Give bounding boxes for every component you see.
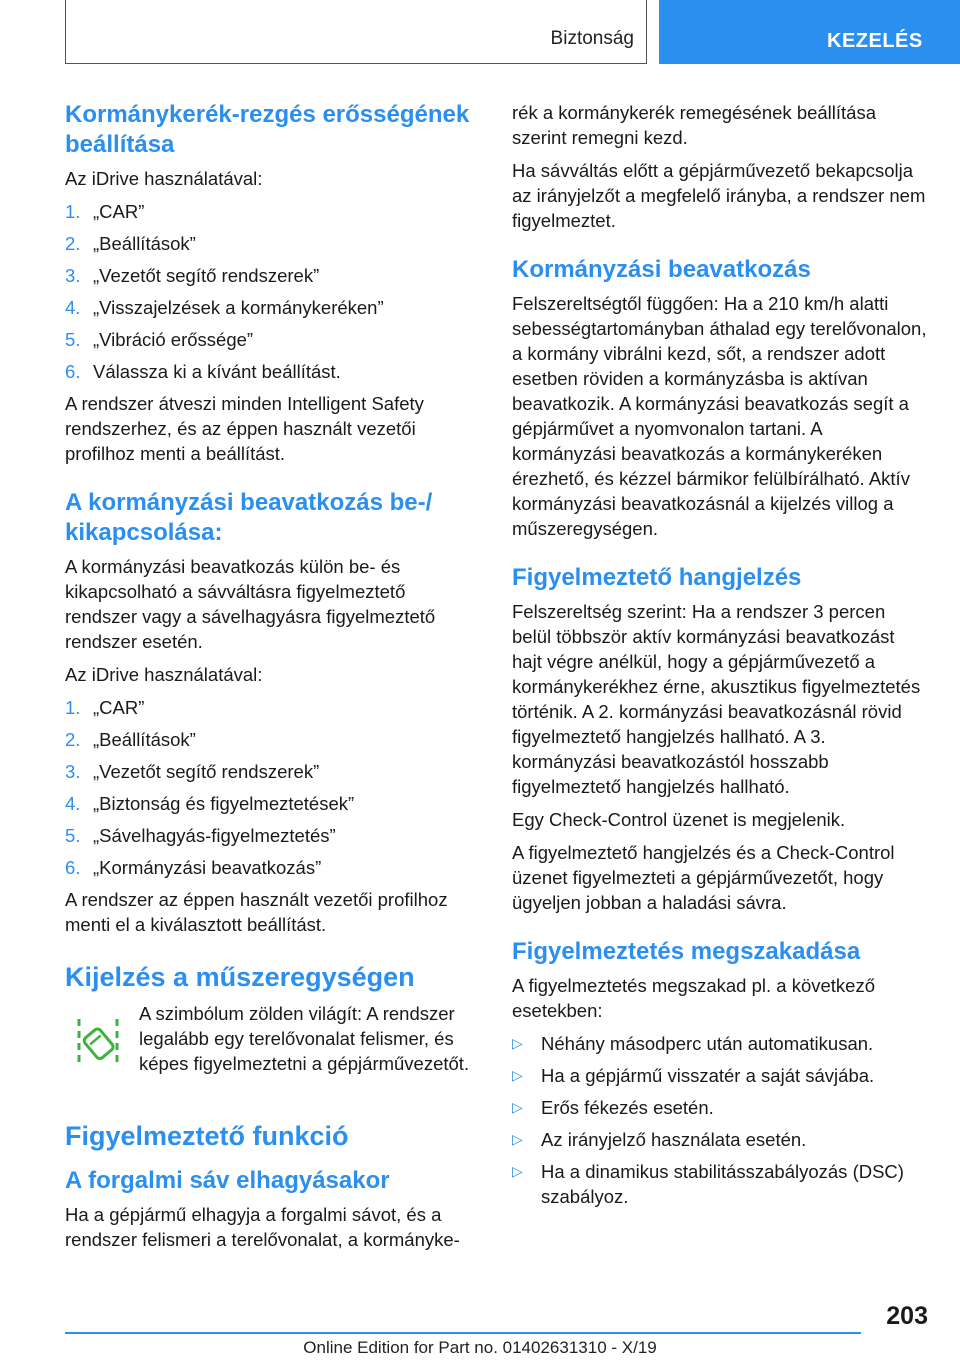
paragraph-check-control: Egy Check-Control üzenet is megjelenik.	[512, 809, 846, 830]
triangle-bullet-icon: ▷	[512, 1163, 523, 1179]
step-number: 2.	[65, 729, 81, 750]
bullet-text: Néhány másodperc után automatikusan.	[541, 1033, 874, 1054]
step-number: 3.	[65, 265, 81, 286]
paragraph-steering-intervention: Felszereltségtől függően: Ha a 210 km/h alatti sebességtartományban áthalad egy terelővonalon, a kormány vibrálni kezd, sőt, a rendszer adott esetben röviden a kormányzásba is aktívan beavatkozik. A kormányzási beavatkozás segít a gépjárművet a nyomvonalon tartani. A kormányzási beavatkozás a kormánykeréken érezhető, és kézzel bármikor felülbírálható. Aktív kormányzási beavatkozásnál a kijelzés villog a műszeregységen.	[512, 293, 927, 539]
heading-warning-function: Figyelmeztető funkció	[65, 1121, 349, 1151]
paragraph-warning-interrupt: A figyelmeztetés megszakad pl. a következő esetekben:	[512, 975, 875, 1021]
list-item	[65, 823, 477, 848]
step-number: 4.	[65, 793, 81, 814]
triangle-bullet-icon: ▷	[512, 1067, 523, 1083]
paragraph-symbol: A szimbólum zölden világít: A rendszer legalább egy terelővonalat felismer, és képes figyelmeztetni a gépjárművezetőt.	[139, 1003, 470, 1074]
triangle-bullet-icon: ▷	[512, 1099, 523, 1115]
step-text: „Vezetőt segítő rendszerek”	[93, 265, 320, 286]
triangle-bullet-icon: ▷	[512, 1131, 523, 1147]
list-item	[65, 359, 477, 384]
paragraph-takeover: A rendszer átveszi minden Intelligent Safety rendszerhez, és az éppen használt vezetői profilhoz menti a beállítást.	[65, 393, 424, 464]
paragraph-warning-sound: Felszereltség szerint: Ha a rendszer 3 percen belül többször aktív kormányzási beavatkozást hajt végre anélkül, hogy a gépjárművezető a kormánykerékhez érne, akusztikus figyelmeztetés történik. A 2. kormányzási beavatkozásnál rövid figyelmeztető hangjelzés hallható. A 3. kormányzási beavatkozástól hosszabb figyelmeztető hangjelzés hallható.	[512, 601, 921, 797]
list-item	[65, 727, 477, 752]
paragraph-idrive-intro-2: Az iDrive használatával:	[65, 664, 263, 685]
list-item	[65, 263, 477, 288]
list-item	[65, 295, 477, 320]
step-text: „Beállítások”	[93, 729, 196, 750]
heading-onoff: A kormányzási beavatkozás be-/ kikapcsolása:	[65, 489, 433, 546]
step-number: 4.	[65, 297, 81, 318]
list-item	[65, 327, 477, 352]
step-number: 1.	[65, 201, 81, 222]
step-text: „Visszajelzések a kormánykeréken”	[93, 297, 384, 318]
list-item	[512, 1031, 928, 1056]
paragraph-check-control-2: A figyelmeztető hangjelzés és a Check-Control üzenet figyelmezteti a gépjárművezetőt, hogy ügyeljen jobban a haladási sávra.	[512, 842, 895, 913]
list-item	[65, 231, 477, 256]
step-text: „Beállítások”	[93, 233, 196, 254]
step-number: 6.	[65, 857, 81, 878]
step-number: 6.	[65, 361, 81, 382]
header-section-title: Biztonság	[550, 28, 634, 49]
list-item	[65, 695, 477, 720]
bullet-text: Ha a dinamikus stabilitásszabályozás (DSC) szabályoz.	[541, 1161, 904, 1207]
bullet-text: Ha a gépjármű visszatér a saját sávjába.	[541, 1065, 875, 1086]
list-item	[512, 1095, 928, 1120]
paragraph-idrive-intro-1: Az iDrive használatával:	[65, 168, 263, 189]
step-text: Válassza ki a kívánt beállítást.	[93, 361, 341, 382]
paragraph-saves: A rendszer az éppen használt vezetői profilhoz menti el a kiválasztott beállítást.	[65, 889, 448, 935]
list-item	[512, 1159, 928, 1209]
bullet-text: Erős fékezés esetén.	[541, 1097, 714, 1118]
step-number: 5.	[65, 329, 81, 350]
step-text: „Vezetőt segítő rendszerek”	[93, 761, 320, 782]
paragraph-continued: rék a kormánykerék remegésének beállítása szerint remegni kezd.	[512, 102, 877, 148]
list-item	[512, 1063, 928, 1088]
right-column	[512, 100, 928, 1216]
paragraph-turn-signal: Ha sávváltás előtt a gépjárművezető bekapcsolja az irányjelzőt a megfelelő irányba, a rendszer nem figyelmeztet.	[512, 160, 926, 231]
heading-display: Kijelzés a műszeregységen	[65, 962, 415, 992]
footer-divider	[65, 1332, 861, 1334]
step-number: 5.	[65, 825, 81, 846]
heading-warning-interrupt: Figyelmeztetés megszakadása	[512, 938, 861, 965]
step-text: „Kormányzási beavatkozás”	[93, 857, 322, 878]
steps-list-vibration	[65, 199, 477, 384]
list-item	[512, 1127, 928, 1152]
symbol-explanation	[65, 1001, 477, 1084]
list-item	[65, 791, 477, 816]
lane-departure-icon	[73, 1011, 123, 1071]
step-text: „Vibráció erőssége”	[93, 329, 254, 350]
heading-vibration-strength: Kormánykerék-rezgés erősségének beállítása	[65, 101, 470, 158]
step-text: „Sávelhagyás-figyelmeztetés”	[93, 825, 336, 846]
heading-leaving-lane: A forgalmi sáv elhagyásakor	[65, 1167, 390, 1194]
interrupt-cases-list	[512, 1031, 928, 1209]
heading-warning-sound: Figyelmeztető hangjelzés	[512, 564, 802, 591]
step-text: „Biztonság és figyelmeztetések”	[93, 793, 355, 814]
header-chapter-tab[interactable]	[659, 0, 960, 64]
step-text: „CAR”	[93, 201, 145, 222]
paragraph-leaving-lane: Ha a gépjármű elhagyja a forgalmi sávot, és a rendszer felismeri a terelővonalat, a kormányke-	[65, 1204, 460, 1250]
bullet-text: Az irányjelző használata esetén.	[541, 1129, 807, 1150]
list-item	[65, 759, 477, 784]
heading-steering-intervention: Kormányzási beavatkozás	[512, 256, 811, 283]
step-text: „CAR”	[93, 697, 145, 718]
paragraph-onoff: A kormányzási beavatkozás külön be- és kikapcsolható a sávváltásra figyelmeztető rendszer vagy a sávelhagyásra figyelmeztető rendszer esetén.	[65, 556, 436, 652]
step-number: 2.	[65, 233, 81, 254]
step-number: 1.	[65, 697, 81, 718]
step-number: 3.	[65, 761, 81, 782]
chapter-tab-label: KEZELÉS	[827, 30, 923, 52]
list-item	[65, 199, 477, 224]
page-number: 203	[886, 1302, 928, 1330]
left-column	[65, 100, 477, 1260]
steps-list-steering	[65, 695, 477, 880]
footer-edition: Online Edition for Part no. 01402631310 - X/19	[303, 1338, 657, 1357]
list-item	[65, 855, 477, 880]
triangle-bullet-icon: ▷	[512, 1035, 523, 1051]
